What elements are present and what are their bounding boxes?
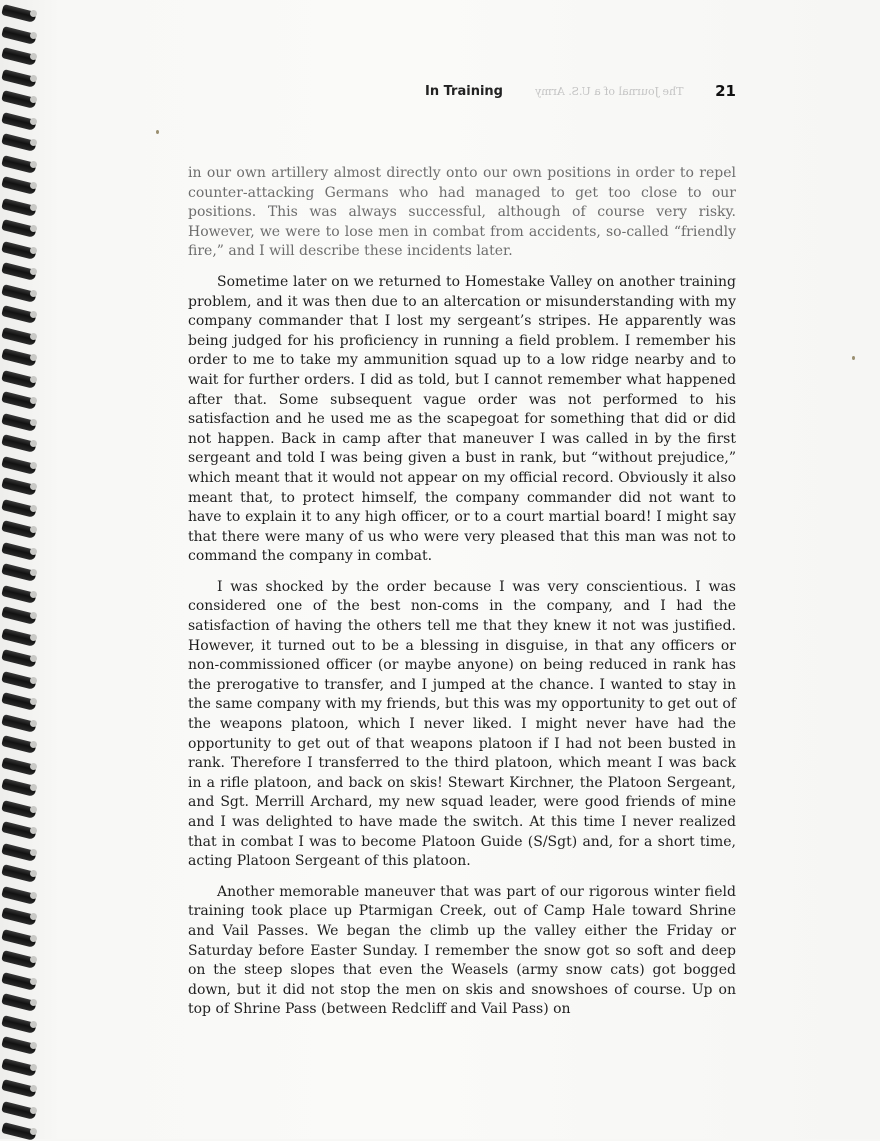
binding-hole bbox=[30, 1042, 37, 1049]
binding-hole bbox=[30, 849, 37, 856]
binding-hole bbox=[30, 139, 37, 146]
binding-hole bbox=[30, 634, 37, 641]
binding-hole bbox=[30, 806, 37, 813]
bleed-through-text: The Journal of a U.S. Army bbox=[535, 85, 684, 98]
binding-hole bbox=[30, 741, 37, 748]
binding-hole bbox=[30, 118, 37, 125]
binding-hole bbox=[30, 1064, 37, 1071]
binding-hole bbox=[30, 763, 37, 770]
binding-hole bbox=[30, 182, 37, 189]
binding-hole bbox=[30, 612, 37, 619]
binding-hole bbox=[30, 419, 37, 426]
binding-hole bbox=[30, 1021, 37, 1028]
binding-hole bbox=[30, 505, 37, 512]
binding-hole bbox=[30, 483, 37, 490]
binding-hole bbox=[30, 10, 37, 17]
binding-hole bbox=[30, 290, 37, 297]
binding-hole bbox=[30, 870, 37, 877]
page-number: 21 bbox=[715, 82, 736, 100]
binding-hole bbox=[30, 1128, 37, 1135]
running-header bbox=[188, 80, 736, 104]
binding-hole bbox=[30, 1107, 37, 1114]
binding-hole bbox=[30, 1085, 37, 1092]
binding-hole bbox=[30, 999, 37, 1006]
binding-hole bbox=[30, 204, 37, 211]
binding-hole bbox=[30, 32, 37, 39]
binding-hole bbox=[30, 827, 37, 834]
binding-hole bbox=[30, 526, 37, 533]
binding-hole bbox=[30, 913, 37, 920]
binding-hole bbox=[30, 462, 37, 469]
binding-hole bbox=[30, 935, 37, 942]
binding-hole bbox=[30, 956, 37, 963]
binding-hole bbox=[30, 698, 37, 705]
binding-hole bbox=[30, 892, 37, 899]
binding-hole bbox=[30, 311, 37, 318]
binding-hole bbox=[30, 440, 37, 447]
binding-hole bbox=[30, 354, 37, 361]
paper-speck bbox=[852, 356, 855, 360]
binding-hole bbox=[30, 784, 37, 791]
binding-hole bbox=[30, 978, 37, 985]
binding-hole bbox=[30, 96, 37, 103]
binding-hole bbox=[30, 548, 37, 555]
binding-hole bbox=[30, 655, 37, 662]
paragraph: I was shocked by the order because I was very conscientious. I was considered one of the best non-coms in the company, and I had the satisfaction of having the others tell me that they knew it not was justified. However, it turned out to be a blessing in disguise, in that any officers or non-commissioned officer (or maybe anyone) on being reduced in rank has the prerogative to transfer, and I jumped at the chance. I wanted to stay in the same company with my friends, but this was my opportunity to get out of the weapons platoon, which I never liked. I might never have had the opportunity to get out of that weapons platoon if I had not been busted in rank. Therefore I transferred to the third platoon, which meant I was back in a rifle platoon, and back on skis! Stewart Kirchner, the Platoon Sergeant, and Sgt. Merrill Archard, my new squad leader, were good friends of mine and I was delighted to have made the switch. At this time I never realized that in combat I was to become Platoon Guide (S/Sgt) and, for a short time, acting Platoon Sergeant of this platoon. bbox=[188, 578, 737, 870]
binding-hole bbox=[30, 677, 37, 684]
binding-hole bbox=[30, 720, 37, 727]
binding-hole bbox=[30, 225, 37, 232]
binding-hole bbox=[30, 397, 37, 404]
paragraph-continued: in our own artillery almost directly onto our own positions in order to repel counter-attacking Germans who had managed to get too close to our positions. This was always successful, although of course very risky. However, we were to lose men in combat from accidents, so-called “friendly fire,” and I will describe these incidents later. bbox=[188, 165, 736, 260]
body-text bbox=[188, 164, 736, 1020]
paper-speck bbox=[156, 130, 159, 134]
binding-hole bbox=[30, 268, 37, 275]
spiral-binding bbox=[0, 0, 48, 1139]
binding-hole bbox=[30, 75, 37, 82]
binding-hole bbox=[30, 53, 37, 60]
paragraph: Sometime later on we returned to Homestake Valley on another training problem, and it was then due to an altercation or misunderstanding with my company commander that I lost my sergeant’s stripes. He apparently was being judged for his proficiency in running a field problem. I remember his order to me to take my ammunition squad up to a low ridge nearby and to wait for further orders. I did as told, but I cannot remember what happened after that. Some subsequent vague order was not performed to his satisfaction and he used me as the scapegoat for something that did or did not happen. Back in camp after that maneuver I was called in by the first sergeant and told I was being given a bust in rank, but “without prejudice,” which meant that it would not appear on my official record. Obviously it also meant that, to protect himself, the company commander did not want to have to explain it to any high officer, or to a court martial board! I might say that there were many of us who were very pleased that this man was not to command the company in combat. bbox=[188, 273, 736, 565]
binding-hole bbox=[30, 376, 37, 383]
binding-hole bbox=[30, 569, 37, 576]
running-title: In Training bbox=[425, 84, 503, 99]
binding-hole bbox=[30, 333, 37, 340]
paragraph: Another memorable maneuver that was part of our rigorous winter field training took place up Ptarmigan Creek, out of Camp Hale toward Shrine and Vail Passes. We began the climb up the valley either the Friday or Saturday before Easter Sunday. I remember the snow got so soft and deep on the steep slopes that even the Weasels (army snow cats) got bogged down, but it did not stop the men on skis and snowshoes of course. Up on top of Shrine Pass (between Redcliff and Vail Pass) on bbox=[188, 883, 736, 1018]
binding-hole bbox=[30, 161, 37, 168]
binding-hole bbox=[30, 247, 37, 254]
binding-hole bbox=[30, 591, 37, 598]
